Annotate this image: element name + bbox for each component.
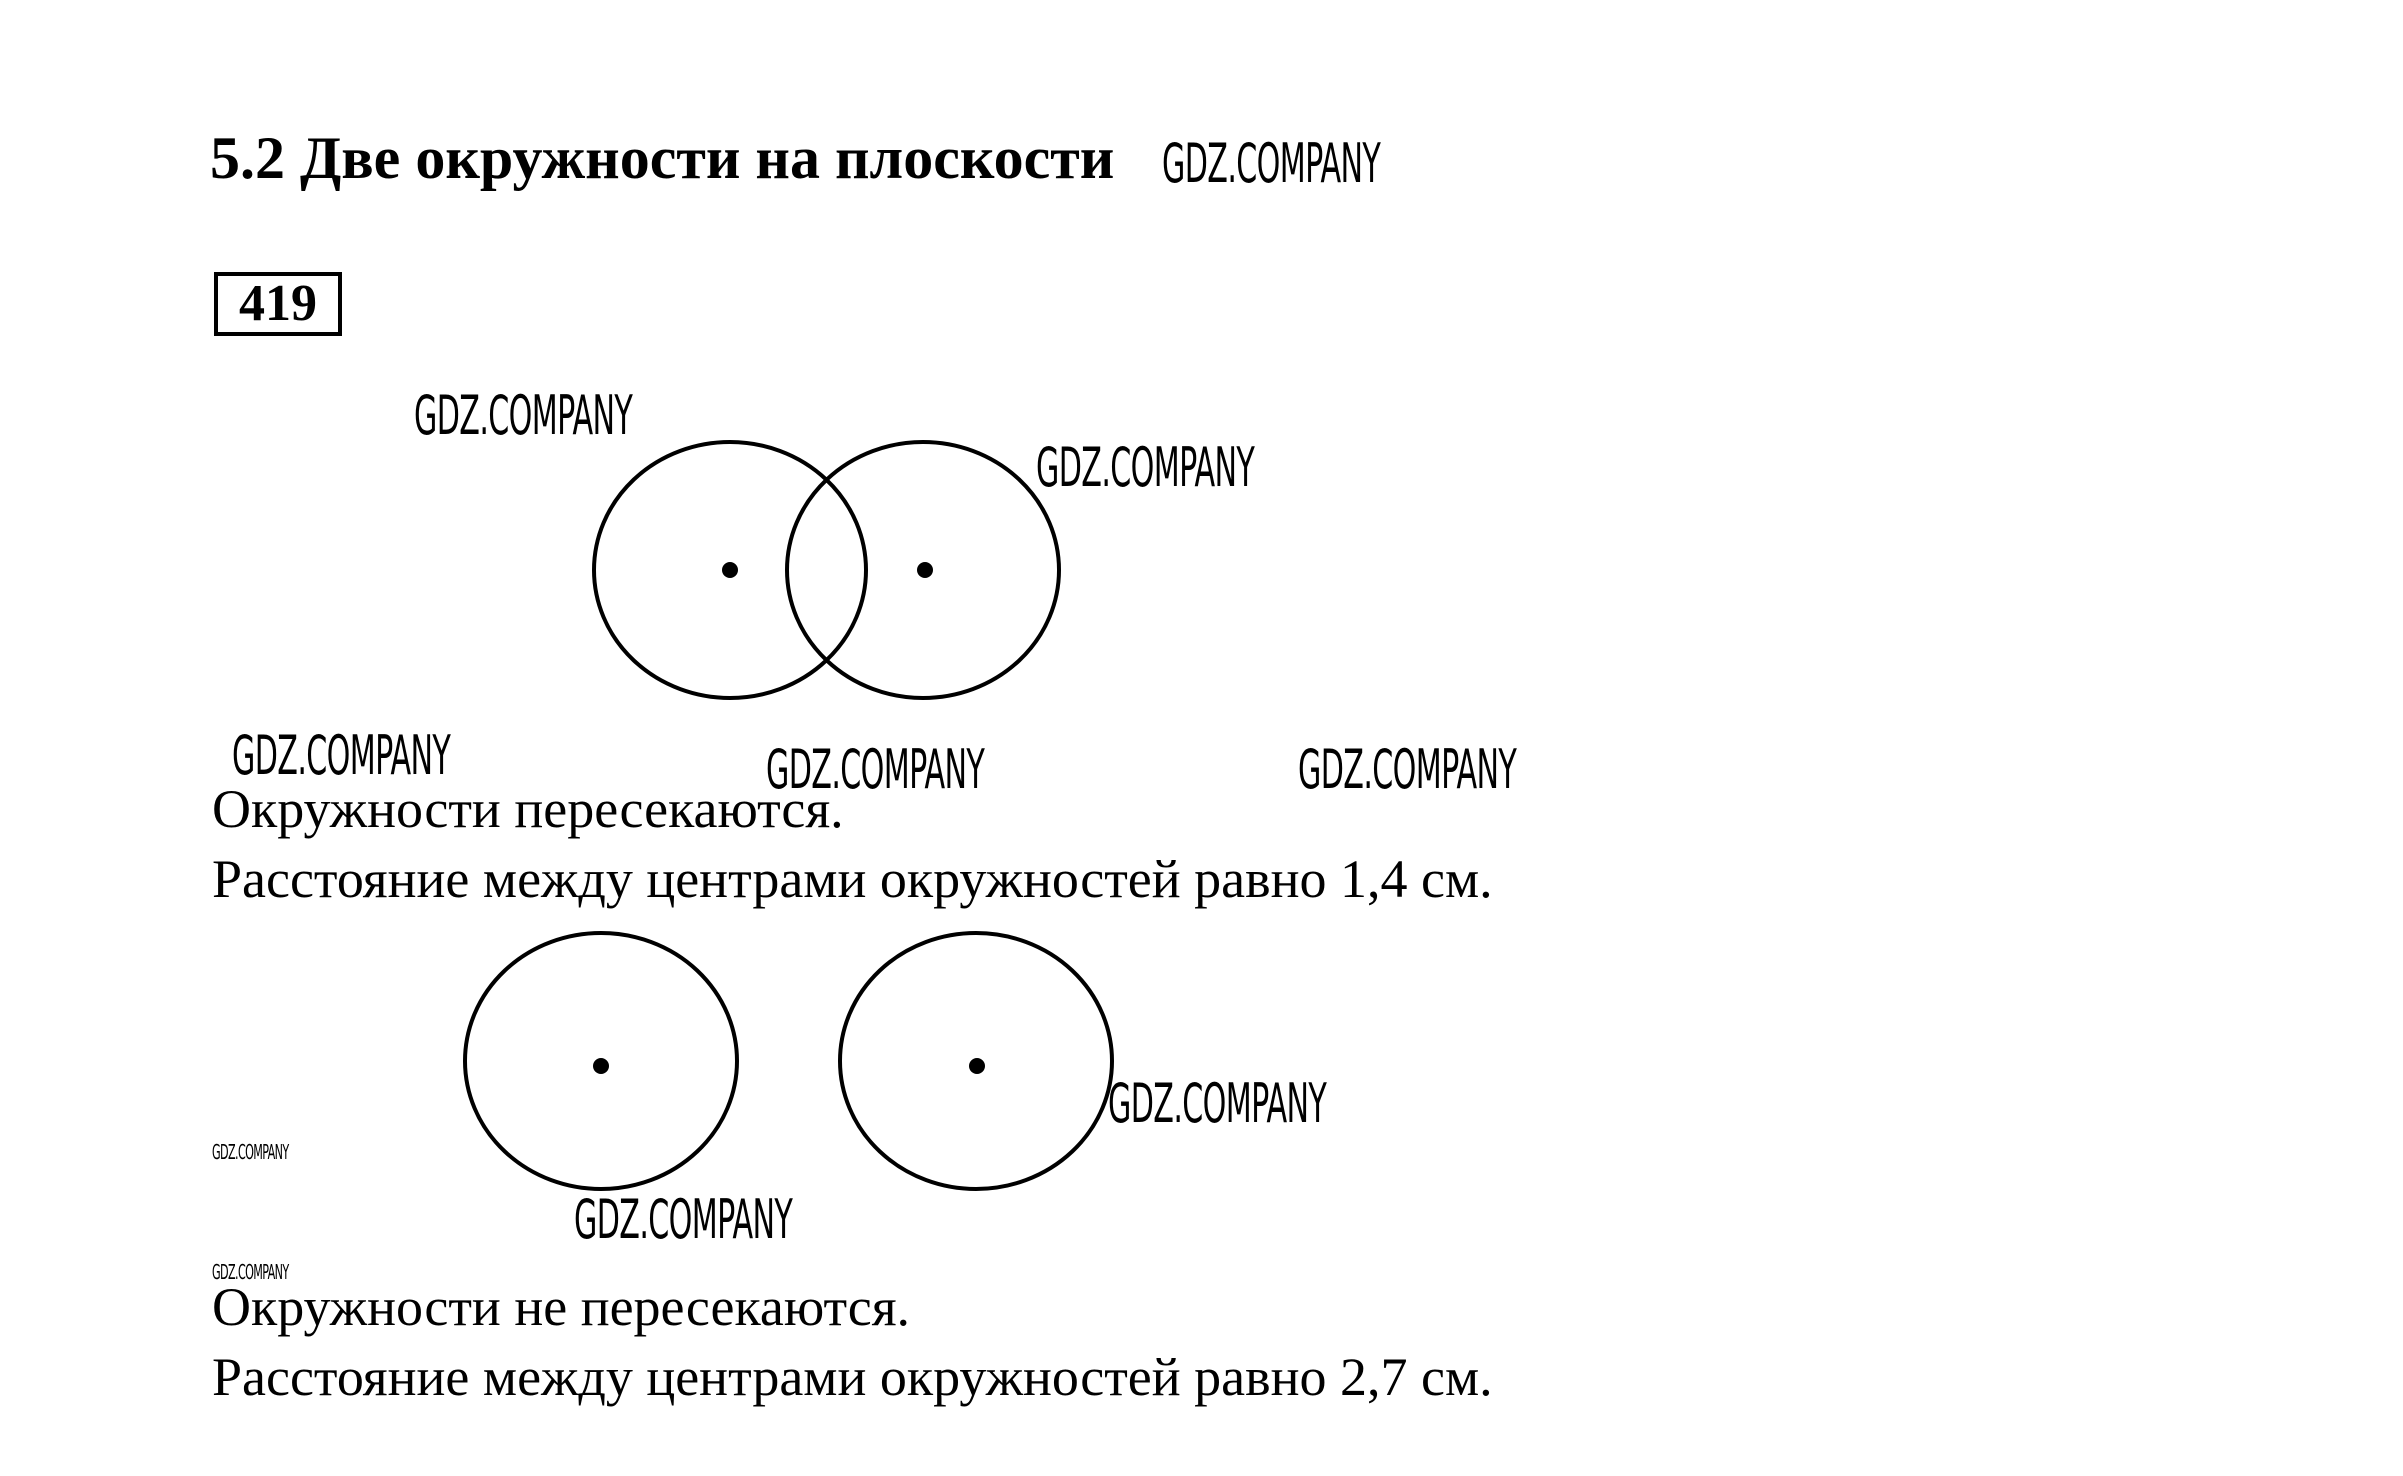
circle-left-intersecting: [594, 442, 866, 698]
watermark: GDZ.COMPANY: [574, 1188, 793, 1251]
watermark: GDZ.COMPANY: [1108, 1072, 1327, 1135]
watermark: GDZ.COMPANY: [232, 724, 451, 787]
separate-circles: [465, 933, 1112, 1189]
watermark: GDZ.COMPANY: [1298, 738, 1517, 801]
no-intersect-statement: Окружности не пересекаются.: [212, 1277, 911, 1337]
watermark: GDZ.COMPANY: [212, 1140, 289, 1164]
circle-left-separate: [465, 933, 737, 1189]
center-point-right-separate: [969, 1058, 985, 1074]
circle-right-separate: [840, 933, 1112, 1189]
section-heading: 5.2 Две окружности на плоскости: [210, 125, 1115, 191]
intersect-statement: Окружности пересекаются.: [212, 779, 844, 839]
watermark: GDZ.COMPANY: [1162, 132, 1381, 195]
watermark: GDZ.COMPANY: [1036, 436, 1255, 499]
intersecting-circles: [594, 442, 1059, 698]
distance-statement-1: Расстояние между центрами окружностей равно 1,4 см.: [212, 849, 1493, 909]
watermark: GDZ.COMPANY: [212, 1260, 289, 1284]
center-point-right-intersecting: [917, 562, 933, 578]
watermark: GDZ.COMPANY: [766, 738, 985, 801]
task-number-box: 419: [214, 272, 342, 336]
distance-statement-2: Расстояние между центрами окружностей равно 2,7 см.: [212, 1347, 1493, 1407]
circle-right-intersecting: [787, 442, 1059, 698]
center-point-left-intersecting: [722, 562, 738, 578]
watermark: GDZ.COMPANY: [414, 384, 633, 447]
center-point-left-separate: [593, 1058, 609, 1074]
